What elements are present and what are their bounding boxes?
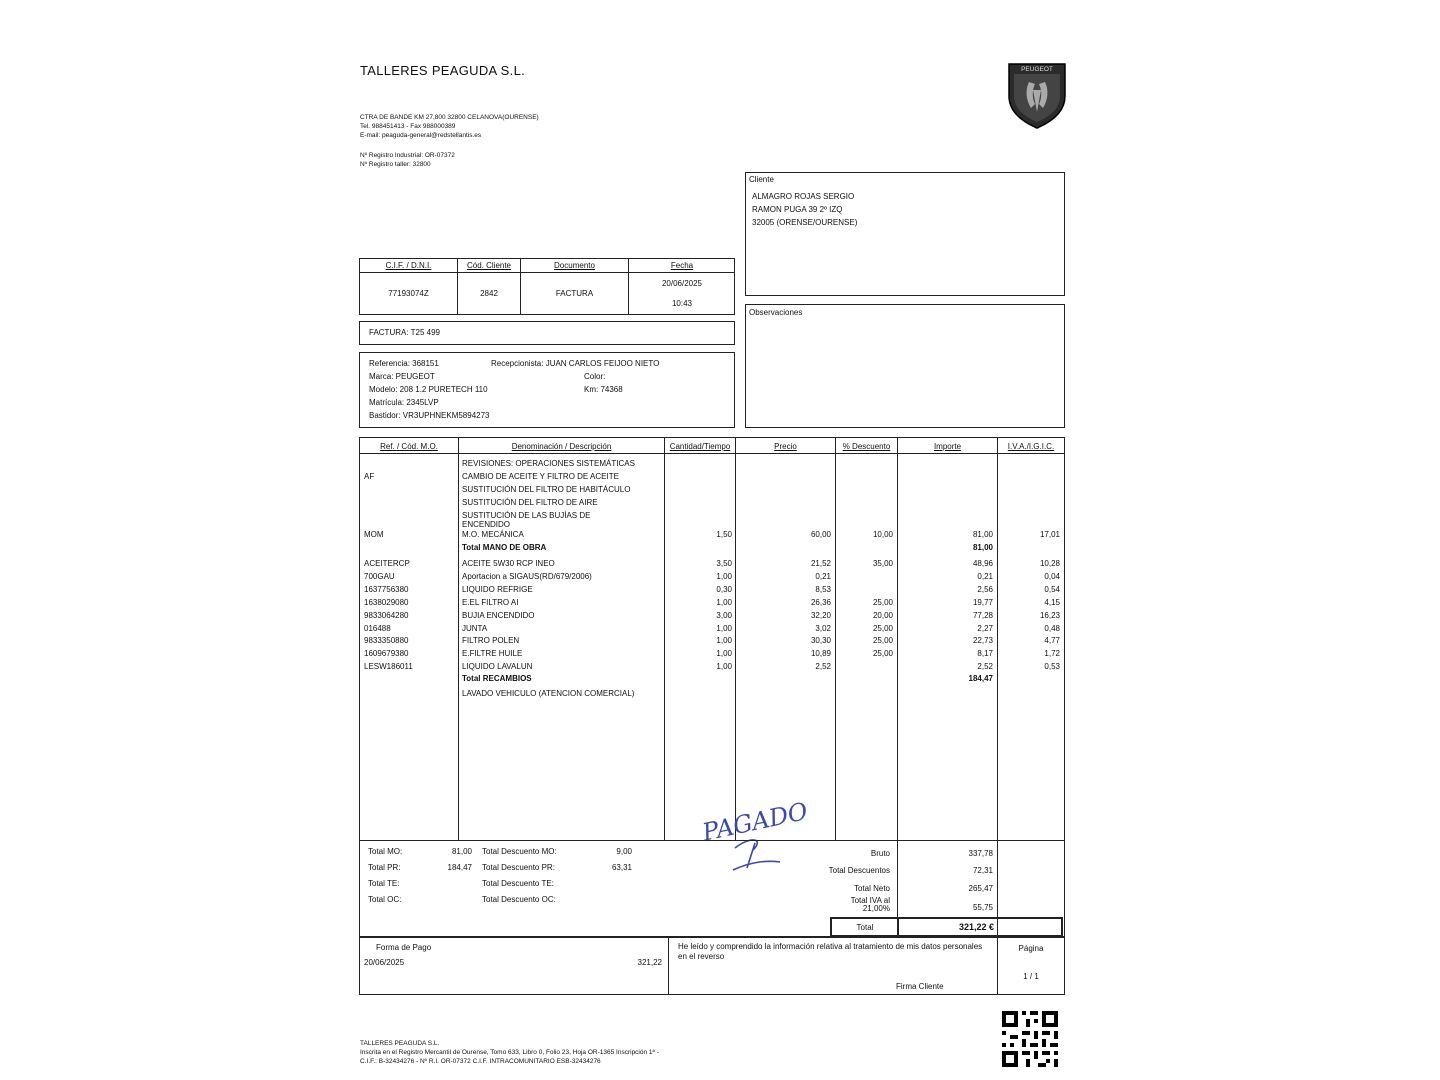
total-discount-label: Total Descuento OC: [482, 895, 556, 904]
header-cif: C.I.F. / D.N.I. [385, 261, 432, 270]
observations-label: Observaciones [749, 308, 803, 317]
part-ref: 1637756380 [364, 584, 409, 594]
total-discount-label: Total Descuento TE: [482, 879, 554, 888]
labour-qty: 1,50 [716, 530, 732, 539]
part-vat: 0,53 [1044, 662, 1060, 672]
part-desc: E.EL FILTRO AI [462, 597, 519, 607]
company-name: TALLERES PEAGUDA S.L. [360, 63, 526, 78]
labour-desc: M.O. MECÁNICA [462, 530, 524, 539]
vehicle-chassis: Bastidor: VR3UPHNEKM5894273 [369, 411, 490, 420]
col-desc: Denominación / Descripción [511, 442, 612, 451]
vehicle-reference: Referencia: 368151 [369, 359, 439, 368]
labour-total: 81,00 [972, 543, 993, 552]
part-desc: LIQUIDO LAVALUN [462, 662, 533, 672]
part-disc: 25,00 [872, 649, 893, 659]
labour-amount: 81,00 [972, 530, 993, 539]
total-discount-value: 63,31 [611, 863, 632, 872]
labour-vat: 17,01 [1039, 530, 1060, 539]
header-client-code: Cód. Cliente [466, 261, 512, 270]
labour-total-label: Total MANO DE OBRA [462, 543, 547, 552]
total-label: Total MO: [368, 847, 403, 856]
part-desc: BUJIA ENCENDIDO [462, 610, 535, 620]
net-label: Total Neto [853, 884, 890, 893]
vehicle-box [359, 352, 735, 428]
part-price: 30,30 [810, 636, 831, 646]
wash-line: LAVADO VEHICULO (ATENCION COMERCIAL) [462, 689, 635, 698]
operation-line: SUSTITUCIÓN DE LAS BUJÍAS DE ENCENDIDO [462, 511, 591, 529]
value-date: 20/06/2025 [661, 279, 703, 288]
part-amount: 2,27 [977, 623, 993, 633]
part-amount: 19,77 [972, 597, 993, 607]
part-qty: 1,00 [716, 649, 732, 659]
value-client-code: 2842 [480, 289, 498, 298]
labour-price: 60,00 [810, 530, 831, 539]
part-price: 10,89 [810, 649, 831, 659]
total-value: 184,47 [447, 863, 472, 872]
qr-code-icon [1002, 1011, 1058, 1067]
grand-total-box [830, 917, 1063, 937]
vehicle-km: Km: 74368 [584, 385, 623, 394]
part-price: 0,21 [815, 571, 831, 581]
parts-total: 184,47 [968, 674, 993, 683]
part-disc: 25,00 [872, 623, 893, 633]
total-discount-label: Total Descuento PR: [482, 863, 555, 872]
header-date: Fecha [670, 261, 694, 270]
part-amount: 22,73 [972, 636, 993, 646]
part-amount: 2,52 [977, 662, 993, 672]
vehicle-brand: Marca: PEUGEOT [369, 372, 435, 381]
invoice-number-box [359, 321, 735, 345]
client-label: Cliente [749, 175, 774, 184]
vat-value: 55,75 [972, 903, 993, 912]
part-vat: 10,28 [1039, 559, 1060, 568]
part-vat: 1,72 [1044, 649, 1060, 659]
labour-ref: MOM [364, 530, 384, 539]
lines-table [359, 437, 1065, 847]
footer [360, 1039, 659, 1066]
total-discount-label: Total Descuento MO: [482, 847, 557, 856]
part-desc: ACEITE 5W30 RCP INEO [462, 559, 555, 568]
part-amount: 0,21 [977, 571, 993, 581]
peugeot-logo-icon [1005, 60, 1069, 130]
part-ref: 9833350880 [364, 636, 409, 646]
part-price: 2,52 [815, 662, 831, 672]
phone-line: Tel. 988451413 - Fax 988000389 [360, 123, 456, 130]
registry-industrial: Nº Registro Industrial: OR-07372 [360, 152, 455, 159]
part-price: 8,53 [815, 584, 831, 594]
part-price: 26,36 [810, 597, 831, 607]
part-ref: 9833064280 [364, 610, 409, 620]
observations-box [745, 304, 1065, 428]
payment-amount: 321,22 [637, 958, 662, 967]
total-label: Total PR: [368, 863, 401, 872]
stamp-text: PAGADO [699, 797, 811, 847]
part-qty: 0,30 [716, 584, 732, 594]
address-line: CTRA DE BANDE KM 27,800 32800 CELANOVA(OURENSE) [360, 114, 539, 121]
footer-cif: C.I.F.: B-32434276 - Nº R.I. OR-07372 C.I.F. INTRACOMUNITARIO ESB-32434276 [360, 1058, 601, 1065]
header-document: Documento [554, 261, 595, 270]
part-ref: ACEITERCP [364, 559, 410, 568]
part-disc: 25,00 [872, 597, 893, 607]
part-qty: 1,00 [716, 636, 732, 646]
client-name: ALMAGRO ROJAS SERGIO [752, 192, 855, 201]
discounts-label: Total Descuentos [828, 866, 890, 875]
registry-workshop: Nº Registro taller: 32800 [360, 161, 431, 168]
part-amount: 2,56 [977, 584, 993, 594]
operation-line: REVISIONES: OPERACIONES SISTEMÁTICAS [462, 459, 635, 468]
col-discount: % Descuento [842, 442, 891, 451]
part-vat: 0,48 [1044, 623, 1060, 633]
privacy-notice: He leído y comprendido la información relativa al tratamiento de mis datos personales en el reverso [678, 942, 983, 961]
total-label: Total TE: [368, 879, 400, 888]
operation-line: SUSTITUCIÓN DEL FILTRO DE HABITÁCULO [462, 485, 631, 494]
vehicle-receptionist: Recepcionista: JUAN CARLOS FEIJOO NIETO [491, 359, 660, 368]
part-qty: 1,00 [716, 597, 732, 607]
part-qty: 1,00 [716, 662, 732, 672]
operation-line: SUSTITUCIÓN DEL FILTRO DE AIRE [462, 498, 598, 507]
client-street: RAMON PUGA 39 2º IZQ [752, 205, 843, 214]
part-qty: 3,00 [716, 610, 732, 620]
col-price: Precio [774, 442, 797, 451]
footer-registry: Inscrita en el Registro Mercantil de Ourense, Tomo 633, Libro 0, Folio 23, Hoja OR-1365 Inscripción 1ª - [360, 1049, 659, 1056]
discounts-value: 72,31 [972, 866, 993, 875]
grand-total-label: Total [856, 923, 874, 932]
footer-company: TALLERES PEAGUDA S.L. [360, 1040, 440, 1047]
email-line: E-mail: peaguda-general@redstellantis.es [360, 132, 482, 139]
part-ref: 1638029080 [364, 597, 409, 607]
grand-total-value: 321,22 € [958, 922, 994, 932]
logo-text: PEUGEOT [1021, 66, 1053, 73]
part-ref: 1609679380 [364, 649, 409, 659]
part-desc: LIQUIDO REFRIGE [462, 584, 533, 594]
labour-disc: 10,00 [872, 530, 893, 539]
vehicle-color: Color: [584, 372, 606, 381]
page-value: 1 / 1 [1023, 972, 1039, 981]
part-ref: LESW186011 [364, 662, 413, 672]
part-qty: 1,00 [716, 623, 732, 633]
client-city: 32005 (ORENSE/OURENSE) [752, 218, 858, 227]
parts-total-label: Total RECAMBIOS [462, 674, 532, 683]
vehicle-model: Modelo: 208 1.2 PURETECH 110 [369, 385, 488, 394]
part-vat: 0,04 [1044, 571, 1060, 581]
col-vat: I.V.A./I.G.I.C. [1007, 442, 1055, 451]
document-header-table [359, 258, 735, 315]
payment-box [359, 937, 1065, 995]
part-price: 3,02 [815, 623, 831, 633]
col-ref: Ref. / Cód. M.O. [380, 442, 438, 451]
value-time: 10:43 [671, 299, 693, 308]
payment-date: 20/06/2025 [364, 958, 405, 967]
net-value: 265,47 [968, 884, 993, 893]
invoice-page [305, 0, 1135, 1080]
total-value: 81,00 [451, 847, 472, 856]
part-price: 21,52 [810, 559, 831, 568]
company-registry [360, 151, 455, 169]
client-box [745, 172, 1065, 296]
part-qty: 1,00 [716, 571, 732, 581]
part-desc: Aportacion a SIGAUS(RD/679/2006) [462, 571, 592, 581]
col-amount: Importe [933, 442, 962, 451]
part-amount: 8,17 [977, 649, 993, 659]
part-amount: 77,28 [972, 610, 993, 620]
part-vat: 0,54 [1044, 584, 1060, 594]
bruto-label: Bruto [870, 849, 890, 858]
part-vat: 16,23 [1039, 610, 1060, 620]
part-desc: FILTRO POLEN [462, 636, 520, 646]
part-ref: 016488 [364, 623, 391, 633]
part-price: 32,20 [810, 610, 831, 620]
signature-label: Firma Cliente [896, 982, 944, 991]
part-qty: 3,50 [716, 559, 732, 568]
part-desc: JUNTA [462, 623, 488, 633]
invoice-number: FACTURA: T25 499 [369, 328, 440, 337]
total-discount-value: 9,00 [616, 847, 632, 856]
value-document: FACTURA [555, 289, 594, 298]
vehicle-plate: Matrícula: 2345LVP [369, 398, 439, 407]
part-vat: 4,15 [1044, 597, 1060, 607]
vat-label: Total IVA al 21,00% [850, 896, 890, 913]
page-label: Página [1018, 944, 1044, 953]
payment-label: Forma de Pago [376, 943, 432, 952]
operation-line: CAMBIO DE ACEITE Y FILTRO DE ACEITE [462, 472, 619, 481]
part-disc: 35,00 [872, 559, 893, 568]
part-vat: 4,77 [1044, 636, 1060, 646]
part-disc: 20,00 [872, 610, 893, 620]
company-address [360, 113, 539, 140]
col-qty: Cantidad/Tiempo [669, 442, 731, 451]
operation-ref: AF [364, 472, 375, 481]
part-amount: 48,96 [972, 559, 993, 568]
bruto-value: 337,78 [968, 849, 993, 858]
part-disc: 25,00 [872, 636, 893, 646]
part-desc: E.FILTRE HUILE [462, 649, 523, 659]
total-label: Total OC: [368, 895, 402, 904]
part-ref: 700GAU [364, 571, 395, 581]
value-cif: 77193074Z [388, 289, 429, 298]
